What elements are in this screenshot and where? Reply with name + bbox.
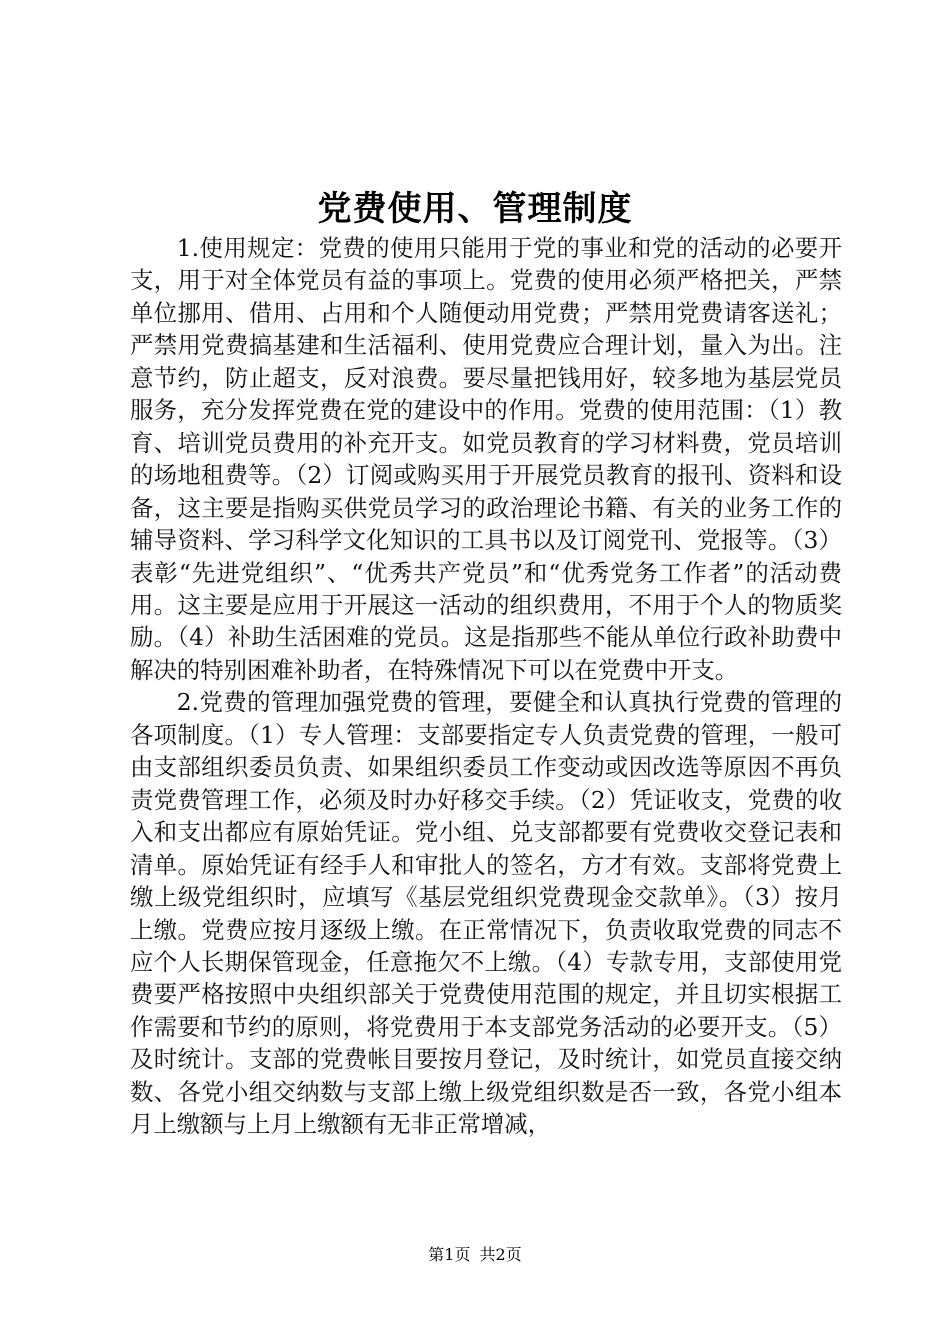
document-title: 党费使用、管理制度 bbox=[317, 189, 633, 229]
document-body bbox=[130, 232, 842, 1141]
page-footer bbox=[0, 1242, 950, 1268]
page-total: 共2页 bbox=[479, 1245, 522, 1264]
page-number: 第1页 bbox=[428, 1245, 471, 1264]
paragraph-management: 2.党费的管理加强党费的管理，要健全和认真执行党费的管理的各项制度。（1）专人管理：支部要指定专人负责党费的管理，一般可由支部组织委员负责、如果组织委员工作变动或因改选等原因不再负责党费管理工作，必须及时办好移交手续。（2）凭证收支，党费的收入和支出都应有原始凭证。党小组、兑支部都要有党费收交登记表和清单。原始凭证有经手人和审批人的签名，方才有效。支部将党费上缴上级党组织时，应填写《基层党组织党费现金交款单》。（3）按月上缴。党费应按月逐级上缴。在正常情况下，负责收取党费的同志不应个人长期保管现金，任意拖欠不上缴。（4）专款专用，支部使用党费要严格按照中央组织部关于党费使用范围的规定，并且切实根据工作需要和节约的原则，将党费用于本支部党务活动的必要开支。（5）及时统计。支部的党费帐目要按月登记，及时统计，如党员直接交纳数、各党小组交纳数与支部上缴上级党组织数是否一致，各党小组本月上缴额与上月上缴额有无非正常增减， bbox=[130, 688, 842, 1139]
paragraph-usage-rules: 1.使用规定：党费的使用只能用于党的事业和党的活动的必要开支，用于对全体党员有益的事项上。党费的使用必须严格把关，严禁单位挪用、借用、占用和个人随便动用党费；严禁用党费请客送礼；严禁用党费搞基建和生活福利、使用党费应合理计划，量入为出。注意节约，防止超支，反对浪费。要尽量把钱用好，较多地为基层党员服务，充分发挥党费在党的建设中的作用。党费的使用范围：（1）教育、培训党员费用的补充开支。如党员教育的学习材料费，党员培训的场地租费等。（2）订阅或购买用于开展党员教育的报刊、资料和设备，这主要是指购买供党员学习的政治理论书籍、有关的业务工作的辅导资料、学习科学文化知识的工具书以及订阅党刊、党报等。（3）表彰“先进党组织”、“优秀共产党员”和“优秀党务工作者”的活动费用。这主要是应用于开展这一活动的组织费用，不用于个人的物质奖励。（4）补助生活困难的党员。这是指那些不能从单位行政补助费中解决的特别困难补助者，在特殊情况下可以在党费中开支。 bbox=[130, 234, 842, 684]
